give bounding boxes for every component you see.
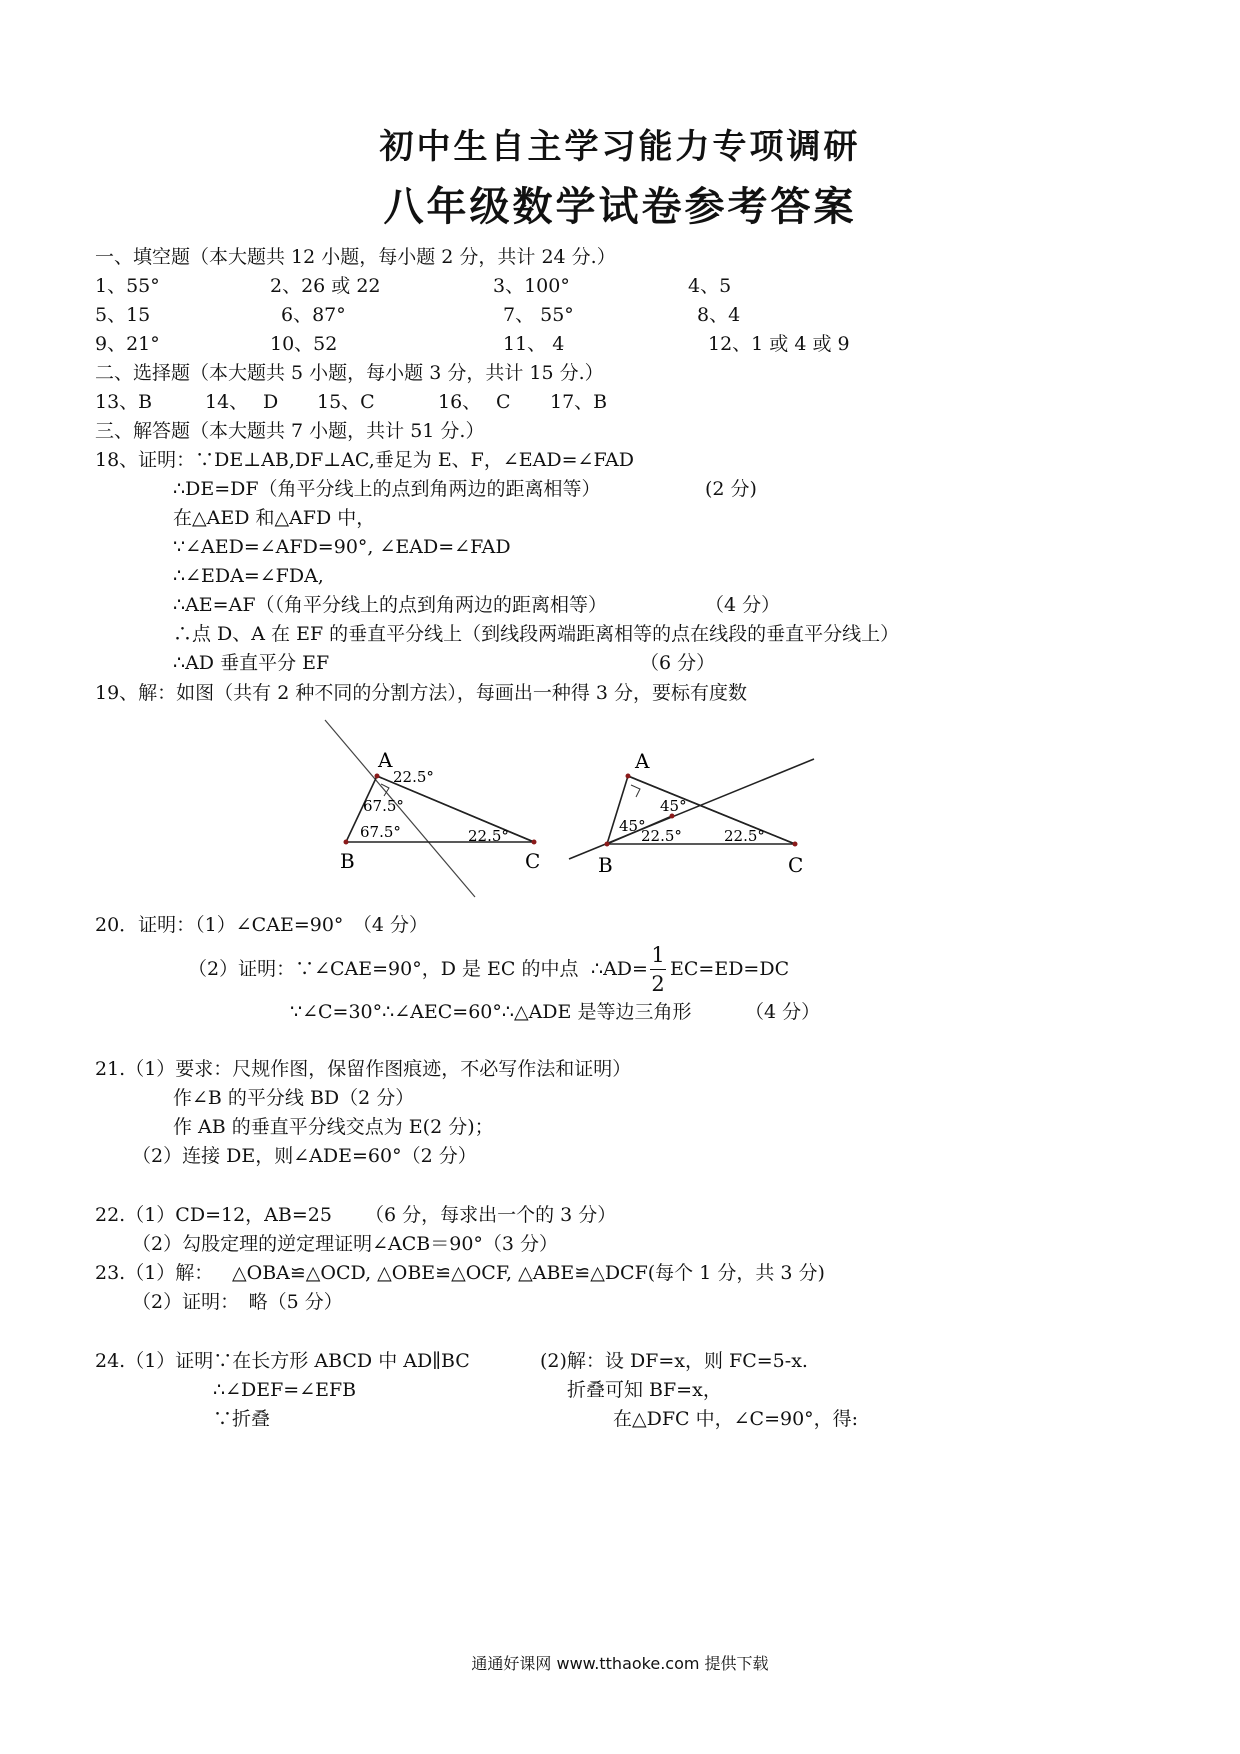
fig1-point-c: [532, 840, 537, 845]
fig1-label-a: A: [378, 748, 393, 772]
fig1-point-b: [344, 840, 349, 845]
fraction-bar: [650, 969, 666, 970]
fraction-denominator: 2: [651, 972, 665, 996]
q21-line-2: 作∠B 的平分线 BD（2 分）: [173, 1087, 415, 1109]
section-3-header: 三、解答题（本大题共 7 小题，共计 51 分.）: [95, 420, 485, 442]
q20-line-2a: （2）证明：∵∠CAE=90°，D 是 EC 的中点: [188, 958, 579, 980]
fig1-point-a: [375, 774, 380, 779]
q24-left-line-2: ∴∠DEF=∠EFB: [213, 1379, 357, 1401]
footer-text: 通通好课网 www.tthaoke.com 提供下载: [471, 1654, 769, 1673]
answer-7: 7、 55°: [503, 304, 574, 326]
q20-fraction: [650, 943, 666, 996]
fig1-angle-mid: 67.5°: [363, 797, 404, 815]
section-2-header: 二、选择题（本大题共 5 小题，每小题 3 分，共计 15 分.）: [95, 362, 604, 384]
answer-13: 13、B: [95, 391, 153, 413]
q23-line-1a: 23.（1）解：: [95, 1262, 214, 1284]
q18-line-8: ∴AD 垂直平分 EF: [173, 652, 330, 674]
q24-right-line-3: 在△DFC 中，∠C=90°，得:: [613, 1408, 859, 1430]
q24-left-line-1: 24.（1）证明∵在长方形 ABCD 中 AD∥BC: [95, 1350, 470, 1372]
answer-16-value: C: [496, 391, 511, 413]
fig2-angle-left: 45°: [619, 817, 646, 835]
fig2-label-a: A: [635, 749, 650, 773]
answer-11: 11、 4: [503, 333, 565, 355]
q18-line-1: 18、证明：∵DE⊥AB,DF⊥AC,垂足为 E、F，∠EAD=∠FAD: [95, 449, 634, 471]
q18-line-7: ∴点 D、A 在 EF 的垂直平分线上（到线段两端距离相等的点在线段的垂直平分线上）: [173, 623, 900, 645]
q20-line-3-score: （4 分）: [745, 1001, 821, 1023]
q20-line-1: 20．证明：（1）∠CAE=90° （4 分）: [95, 914, 429, 936]
answer-6: 6、87°: [281, 304, 346, 326]
answer-16-label: 16、: [438, 391, 482, 413]
answer-9: 9、21°: [95, 333, 160, 355]
fig2-point-a: [626, 774, 631, 779]
q18-line-5: ∴∠EDA=∠FDA,: [173, 565, 324, 587]
answer-8: 8、4: [697, 304, 741, 326]
q20-line-2b: ∴AD=: [591, 958, 648, 980]
answer-1: 1、55°: [95, 275, 160, 297]
fig2-angle-c: 22.5°: [724, 827, 765, 845]
q18-line-4: ∵∠AED=∠AFD=90°, ∠EAD=∠FAD: [173, 536, 511, 558]
q18-score-2: （4 分）: [705, 594, 781, 616]
answer-15: 15、C: [317, 391, 375, 413]
fig2-point-b: [605, 842, 610, 847]
fig1-angle-c: 22.5°: [468, 827, 509, 845]
q18-score-3: （6 分）: [640, 652, 716, 674]
answer-10: 10、52: [270, 333, 338, 355]
q23-line-2: （2）证明： 略（5 分）: [132, 1291, 343, 1313]
answer-12: 12、1 或 4 或 9: [708, 333, 850, 355]
answer-4: 4、5: [688, 275, 732, 297]
answer-17: 17、B: [550, 391, 608, 413]
title-line-2: 八年级数学试卷参考答案: [383, 184, 857, 230]
q22-line-2: （2）勾股定理的逆定理证明∠ACB＝90°（3 分）: [132, 1233, 559, 1255]
fig1-label-b: B: [340, 849, 355, 873]
q20-line-3: ∵∠C=30°∴∠AEC=60°∴△ADE 是等边三角形: [290, 1001, 692, 1023]
q19-text: 19、解：如图（共有 2 种不同的分割方法），每画出一种得 3 分，要标有度数: [95, 682, 748, 704]
section-1-header: 一、填空题（本大题共 12 小题，每小题 2 分，共计 24 分.）: [95, 246, 616, 268]
q19-figure-1: [320, 715, 560, 905]
q20-line-2c: EC=ED=DC: [670, 958, 790, 980]
q18-score-1: (2 分): [705, 478, 757, 500]
q23-line-1b: △OBA≌△OCD, △OBE≌△OCF, △ABE≌△DCF(每个 1 分，共 3 分): [232, 1262, 825, 1284]
fig1-angle-a: 22.5°: [393, 768, 434, 786]
q24-right-line-1: (2)解：设 DF=x，则 FC=5-x.: [540, 1350, 808, 1372]
fig1-angle-b: 67.5°: [360, 823, 401, 841]
answer-3: 3、100°: [493, 275, 570, 297]
fig2-label-c: C: [788, 853, 804, 877]
fig2-label-b: B: [598, 853, 613, 877]
answer-14-value: D: [263, 391, 279, 413]
fig2-point-c: [793, 842, 798, 847]
q21-line-3: 作 AB 的垂直平分线交点为 E(2 分)；: [173, 1116, 494, 1138]
fig2-angle-top: 45°: [660, 797, 687, 815]
fig1-label-c: C: [525, 849, 541, 873]
q22-line-1-score: （6 分，每求出一个的 3 分）: [365, 1204, 617, 1226]
q24-right-line-2: 折叠可知 BF=x，: [567, 1379, 722, 1401]
q21-line-4: （2）连接 DE，则∠ADE=60°（2 分）: [132, 1145, 477, 1167]
q24-left-line-3: ∵折叠: [213, 1408, 271, 1430]
fig2-angle-b: 22.5°: [641, 827, 682, 845]
q21-line-1: 21.（1）要求：尺规作图，保留作图痕迹，不必写作法和证明）: [95, 1058, 632, 1080]
title-line-1: 初中生自主学习能力专项调研: [379, 127, 861, 167]
q18-line-3: 在△AED 和△AFD 中，: [173, 507, 376, 529]
answer-2: 2、26 或 22: [270, 275, 381, 297]
q22-line-1: 22.（1）CD=12，AB=25: [95, 1204, 332, 1226]
q19-figure-2: [565, 740, 820, 885]
fig2-right-angle-mark: [631, 785, 640, 797]
q18-line-2: ∴DE=DF（角平分线上的点到角两边的距离相等）: [173, 478, 601, 500]
answer-5: 5、15: [95, 304, 151, 326]
q18-line-6: ∴AE=AF（（角平分线上的点到角两边的距离相等）: [173, 594, 608, 616]
fraction-numerator: 1: [651, 943, 665, 967]
answer-14-label: 14、: [205, 391, 249, 413]
